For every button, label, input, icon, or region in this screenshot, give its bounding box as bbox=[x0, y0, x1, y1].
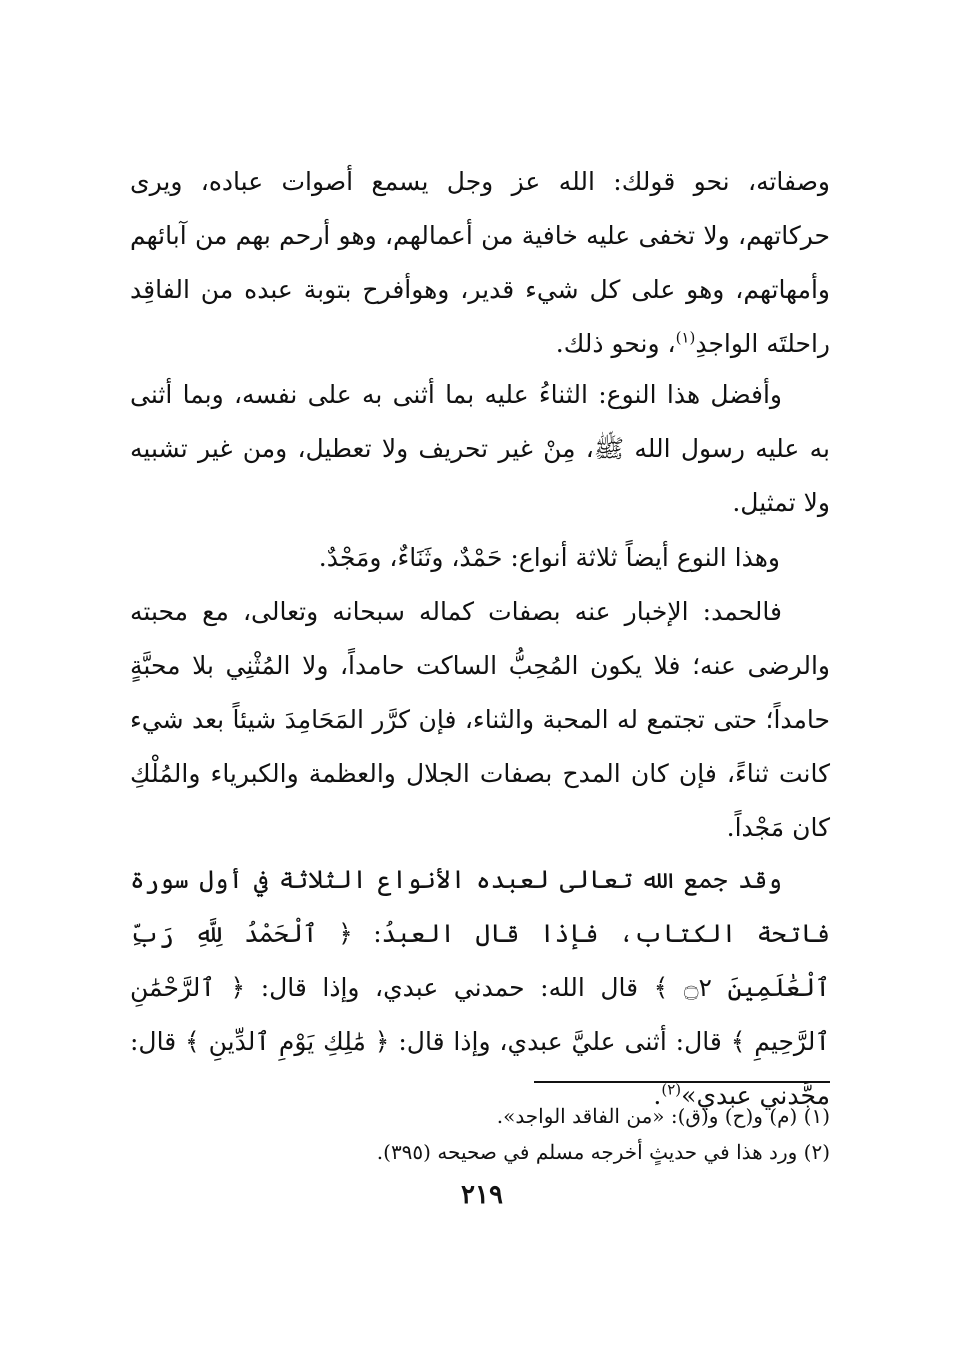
paragraph-3 bbox=[130, 531, 830, 585]
paragraph-1-text: وصفاته، نحو قولك: الله عز وجل يسمع أصوات عباده، ويرى حركاتهم، ولا تخفى عليه خافية من أعمالهم، وهو أرحم بهم من آبائهم وأمهاتهم، وهو على كل شيء قدير، وهوأفرح بتوبة عبده من الفاقِد راحلتَه الواجدِ bbox=[130, 167, 830, 358]
footnote-ref-2[interactable]: (٢) bbox=[661, 1080, 682, 1099]
paragraph-2-text: وأفضل هذا النوع: الثناءُ عليه بما أثنى به على نفسه، وبما أثنى به عليه رسول الله ﷺ، مِنْ غير تحريف ولا تعطيل، ومن غير تشبيه ولا تمثيل. bbox=[130, 380, 830, 517]
page-number: ٢١٩ bbox=[461, 1180, 503, 1210]
paragraph-1 bbox=[130, 155, 830, 371]
paragraph-1-end: ، ونحو ذلك. bbox=[555, 329, 676, 358]
footnote-2: (٢) ورد هذا في حديثٍ أخرجه مسلم في صحيحه (٣٩٥). bbox=[376, 1140, 830, 1164]
footnote-ref-1[interactable]: (١) bbox=[675, 328, 696, 347]
paragraph-3-text: وهذا النوع أيضاً ثلاثة أنواع: حَمْدٌ، وثَنَاءٌ، ومَجْدٌ. bbox=[318, 543, 780, 572]
paragraph-5-end: . bbox=[653, 1081, 662, 1110]
paragraph-2 bbox=[130, 368, 830, 530]
footnote-1: (١) (م) و(ح) و(ق): «من الفاقد الواجد». bbox=[496, 1104, 830, 1128]
paragraph-4 bbox=[130, 585, 830, 855]
paragraph-5-text: وقد جمع الله تعالى لعبده الأنواع الثلاثة في أول سورة فاتحة الكتاب، فإذا قال العبدُ: ﴿ ٱلْحَمْدُ لِلَّهِ رَبِّ ٱلْعَٰلَمِينَ ۝٢ ﴾ قال الله: حمدني عبدي، وإذا قال: ﴿ ٱلرَّحْمَٰنِ ٱلرَّحِيمِ ﴾ قال: أثنى عليَّ عبدي، وإذا قال: ﴿ مَٰلِكِ يَوْمِ ٱلدِّينِ ﴾ قال: مجَّدني عبدي» bbox=[130, 865, 830, 1110]
footnotes bbox=[130, 1098, 830, 1170]
paragraph-4-text: فالحمد: الإخبار عنه بصفات كماله سبحانه وتعالى، مع محبته والرضى عنه؛ فلا يكون المُحِبُّ الساكت حامداً، ولا المُثْنِي بلا محبَّةٍ حامداً؛ حتى تجتمع له المحبة والثناء، فإن كرَّر المَحَامِدَ شيئاً بعد شيء كانت ثناءً، فإن كان المدح بصفات الجلال والعظمة والكبرياء والمُلْكِ كان مَجْداً. bbox=[130, 597, 830, 842]
footnote-divider bbox=[534, 1081, 830, 1083]
